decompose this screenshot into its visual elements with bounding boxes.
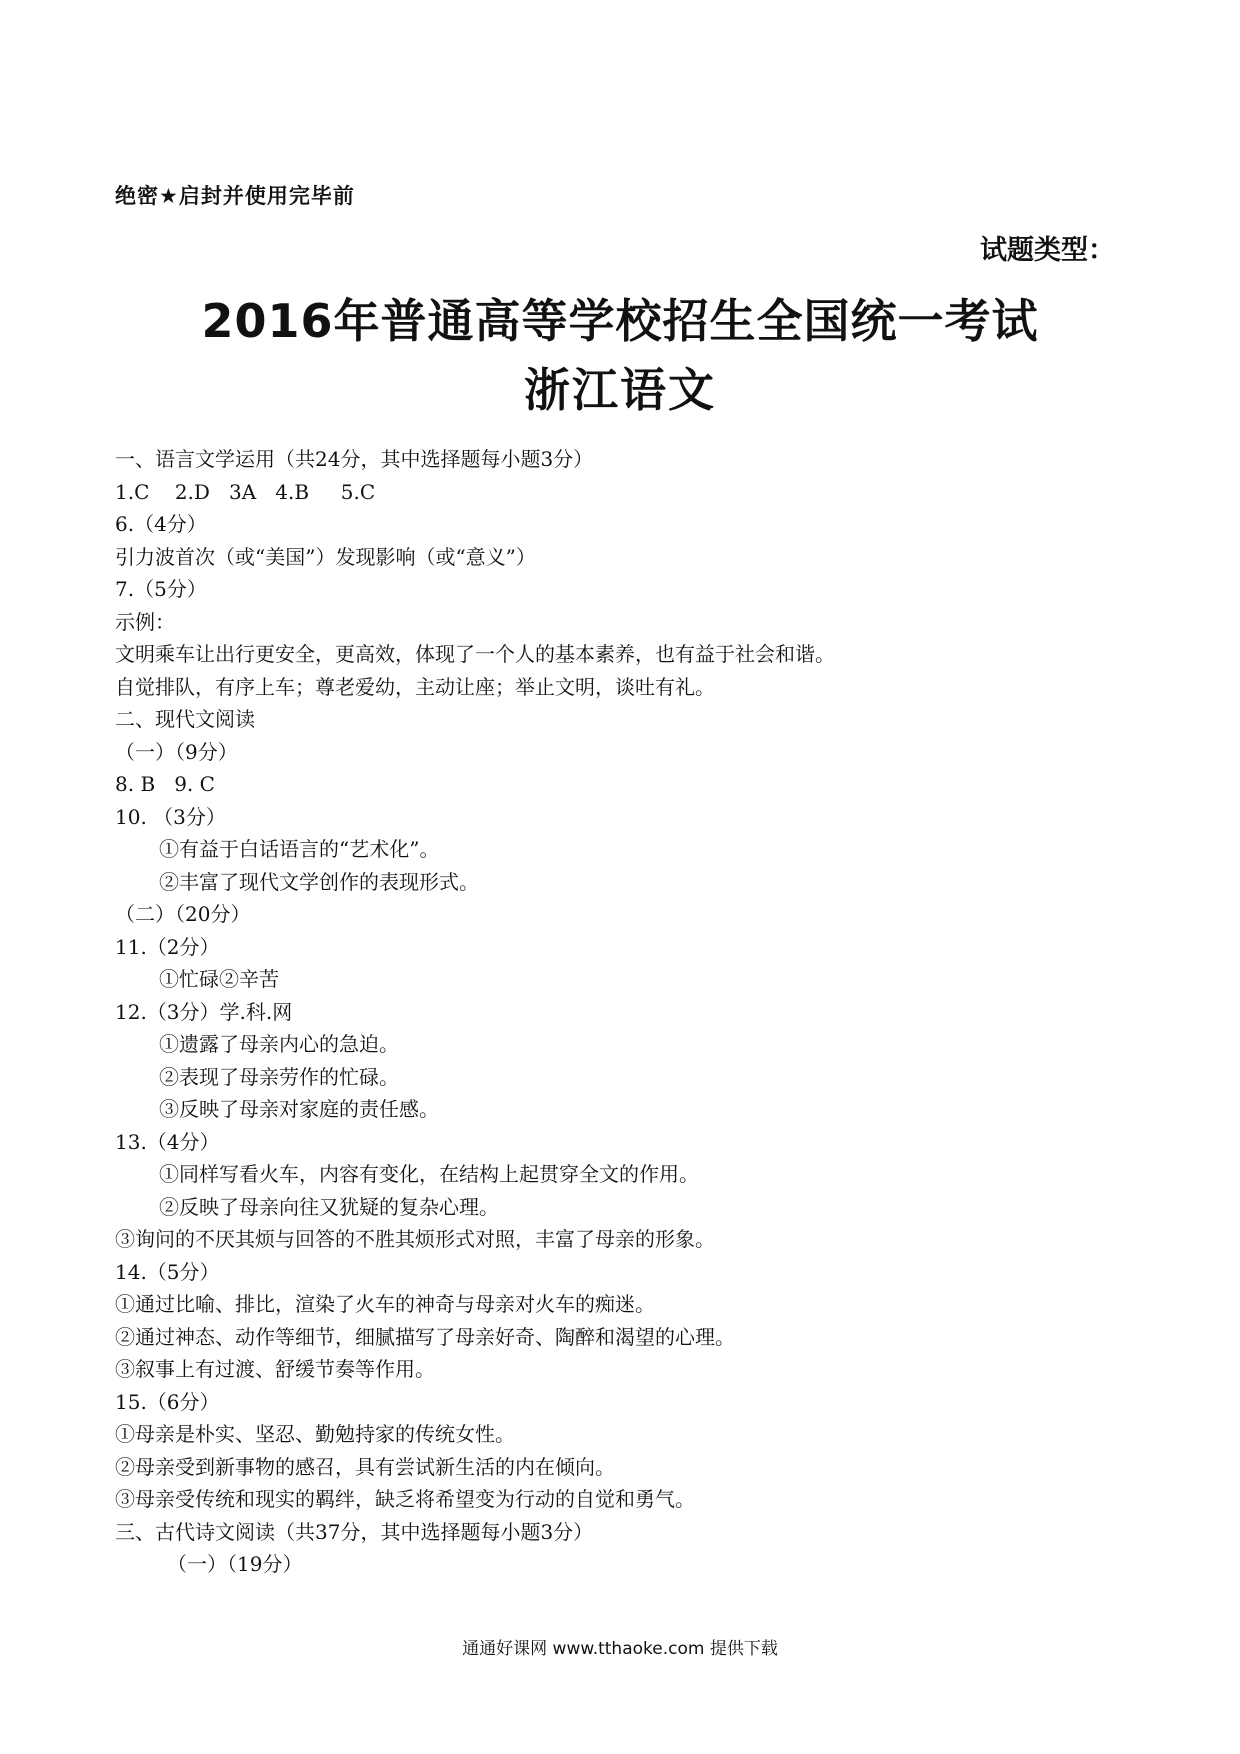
- answer-line: 二、现代文阅读: [115, 707, 255, 731]
- confidential-note: 绝密★启封并使用完毕前: [115, 184, 355, 208]
- answer-line: ①有益于白话语言的“艺术化”。: [159, 837, 440, 861]
- answer-line: ①遗露了母亲内心的急迫。: [159, 1032, 399, 1056]
- answer-line: ①母亲是朴实、坚忍、勤勉持家的传统女性。: [115, 1422, 515, 1446]
- answer-line: 一、语言文学运用（共24分，其中选择题每小题3分）: [115, 447, 594, 471]
- answer-line: 12.（3分）学.科.网: [115, 999, 293, 1024]
- answer-line: （一）（9分）: [115, 739, 238, 764]
- answer-line: ①同样写看火车，内容有变化，在结构上起贯穿全文的作用。: [159, 1162, 699, 1186]
- question-type-label: 试题类型：: [980, 235, 1115, 266]
- answer-line: 6.（4分）: [115, 512, 207, 536]
- footer-download-note: 通通好课网 www.tthaoke.com 提供下载: [462, 1639, 778, 1659]
- answer-line: ③反映了母亲对家庭的责任感。: [159, 1097, 439, 1121]
- answer-line: 文明乘车让出行更安全，更高效，体现了一个人的基本素养，也有益于社会和谐。: [115, 642, 835, 666]
- answer-line: 10. （3分）: [115, 804, 226, 829]
- answer-line: ③叙事上有过渡、舒缓节奏等作用。: [115, 1357, 435, 1381]
- answer-content: [115, 443, 1135, 1581]
- answer-line: 11.（2分）: [115, 934, 220, 959]
- answer-line: 7.（5分）: [115, 577, 207, 601]
- answer-line: ②母亲受到新事物的感召，具有尝试新生活的内在倾向。: [115, 1454, 615, 1479]
- answer-line: ②丰富了现代文学创作的表现形式。: [159, 869, 479, 894]
- answer-line: 引力波首次（或“美国”）发现影响（或“意义”）: [115, 544, 536, 569]
- answer-line: 示例：: [115, 609, 175, 634]
- answer-line: ①忙碌②辛苦: [159, 967, 279, 991]
- answer-line: ③询问的不厌其烦与回答的不胜其烦形式对照，丰富了母亲的形象。: [115, 1227, 715, 1251]
- answer-line: 三、古代诗文阅读（共37分，其中选择题每小题3分）: [115, 1519, 594, 1544]
- answer-line: （二）（20分）: [115, 902, 251, 926]
- page-subtitle: 浙江语文: [524, 363, 716, 417]
- answer-line: ②表现了母亲劳作的忙碌。: [159, 1064, 399, 1089]
- answer-line: ①通过比喻、排比，渲染了火车的神奇与母亲对火车的痴迷。: [115, 1292, 655, 1316]
- answer-line: 8. B 9. C: [115, 772, 215, 796]
- answer-line: （一）（19分）: [167, 1552, 303, 1576]
- answer-line: ②通过神态、动作等细节，细腻描写了母亲好奇、陶醉和渴望的心理。: [115, 1324, 735, 1349]
- page-title: 2016年普通高等学校招生全国统一考试: [201, 294, 1039, 348]
- answer-line: 1.C 2.D 3A 4.B 5.C: [115, 479, 376, 504]
- answer-line: ②反映了母亲向往又犹疑的复杂心理。: [159, 1194, 499, 1219]
- answer-line: 自觉排队，有序上车；尊老爱幼，主动让座；举止文明，谈吐有礼。: [115, 674, 715, 699]
- answer-line: 14.（5分）: [115, 1259, 220, 1284]
- answer-line: 15.（6分）: [115, 1389, 220, 1414]
- answer-line: ③母亲受传统和现实的羁绊，缺乏将希望变为行动的自觉和勇气。: [115, 1487, 695, 1511]
- answer-line: 13.（4分）: [115, 1129, 220, 1154]
